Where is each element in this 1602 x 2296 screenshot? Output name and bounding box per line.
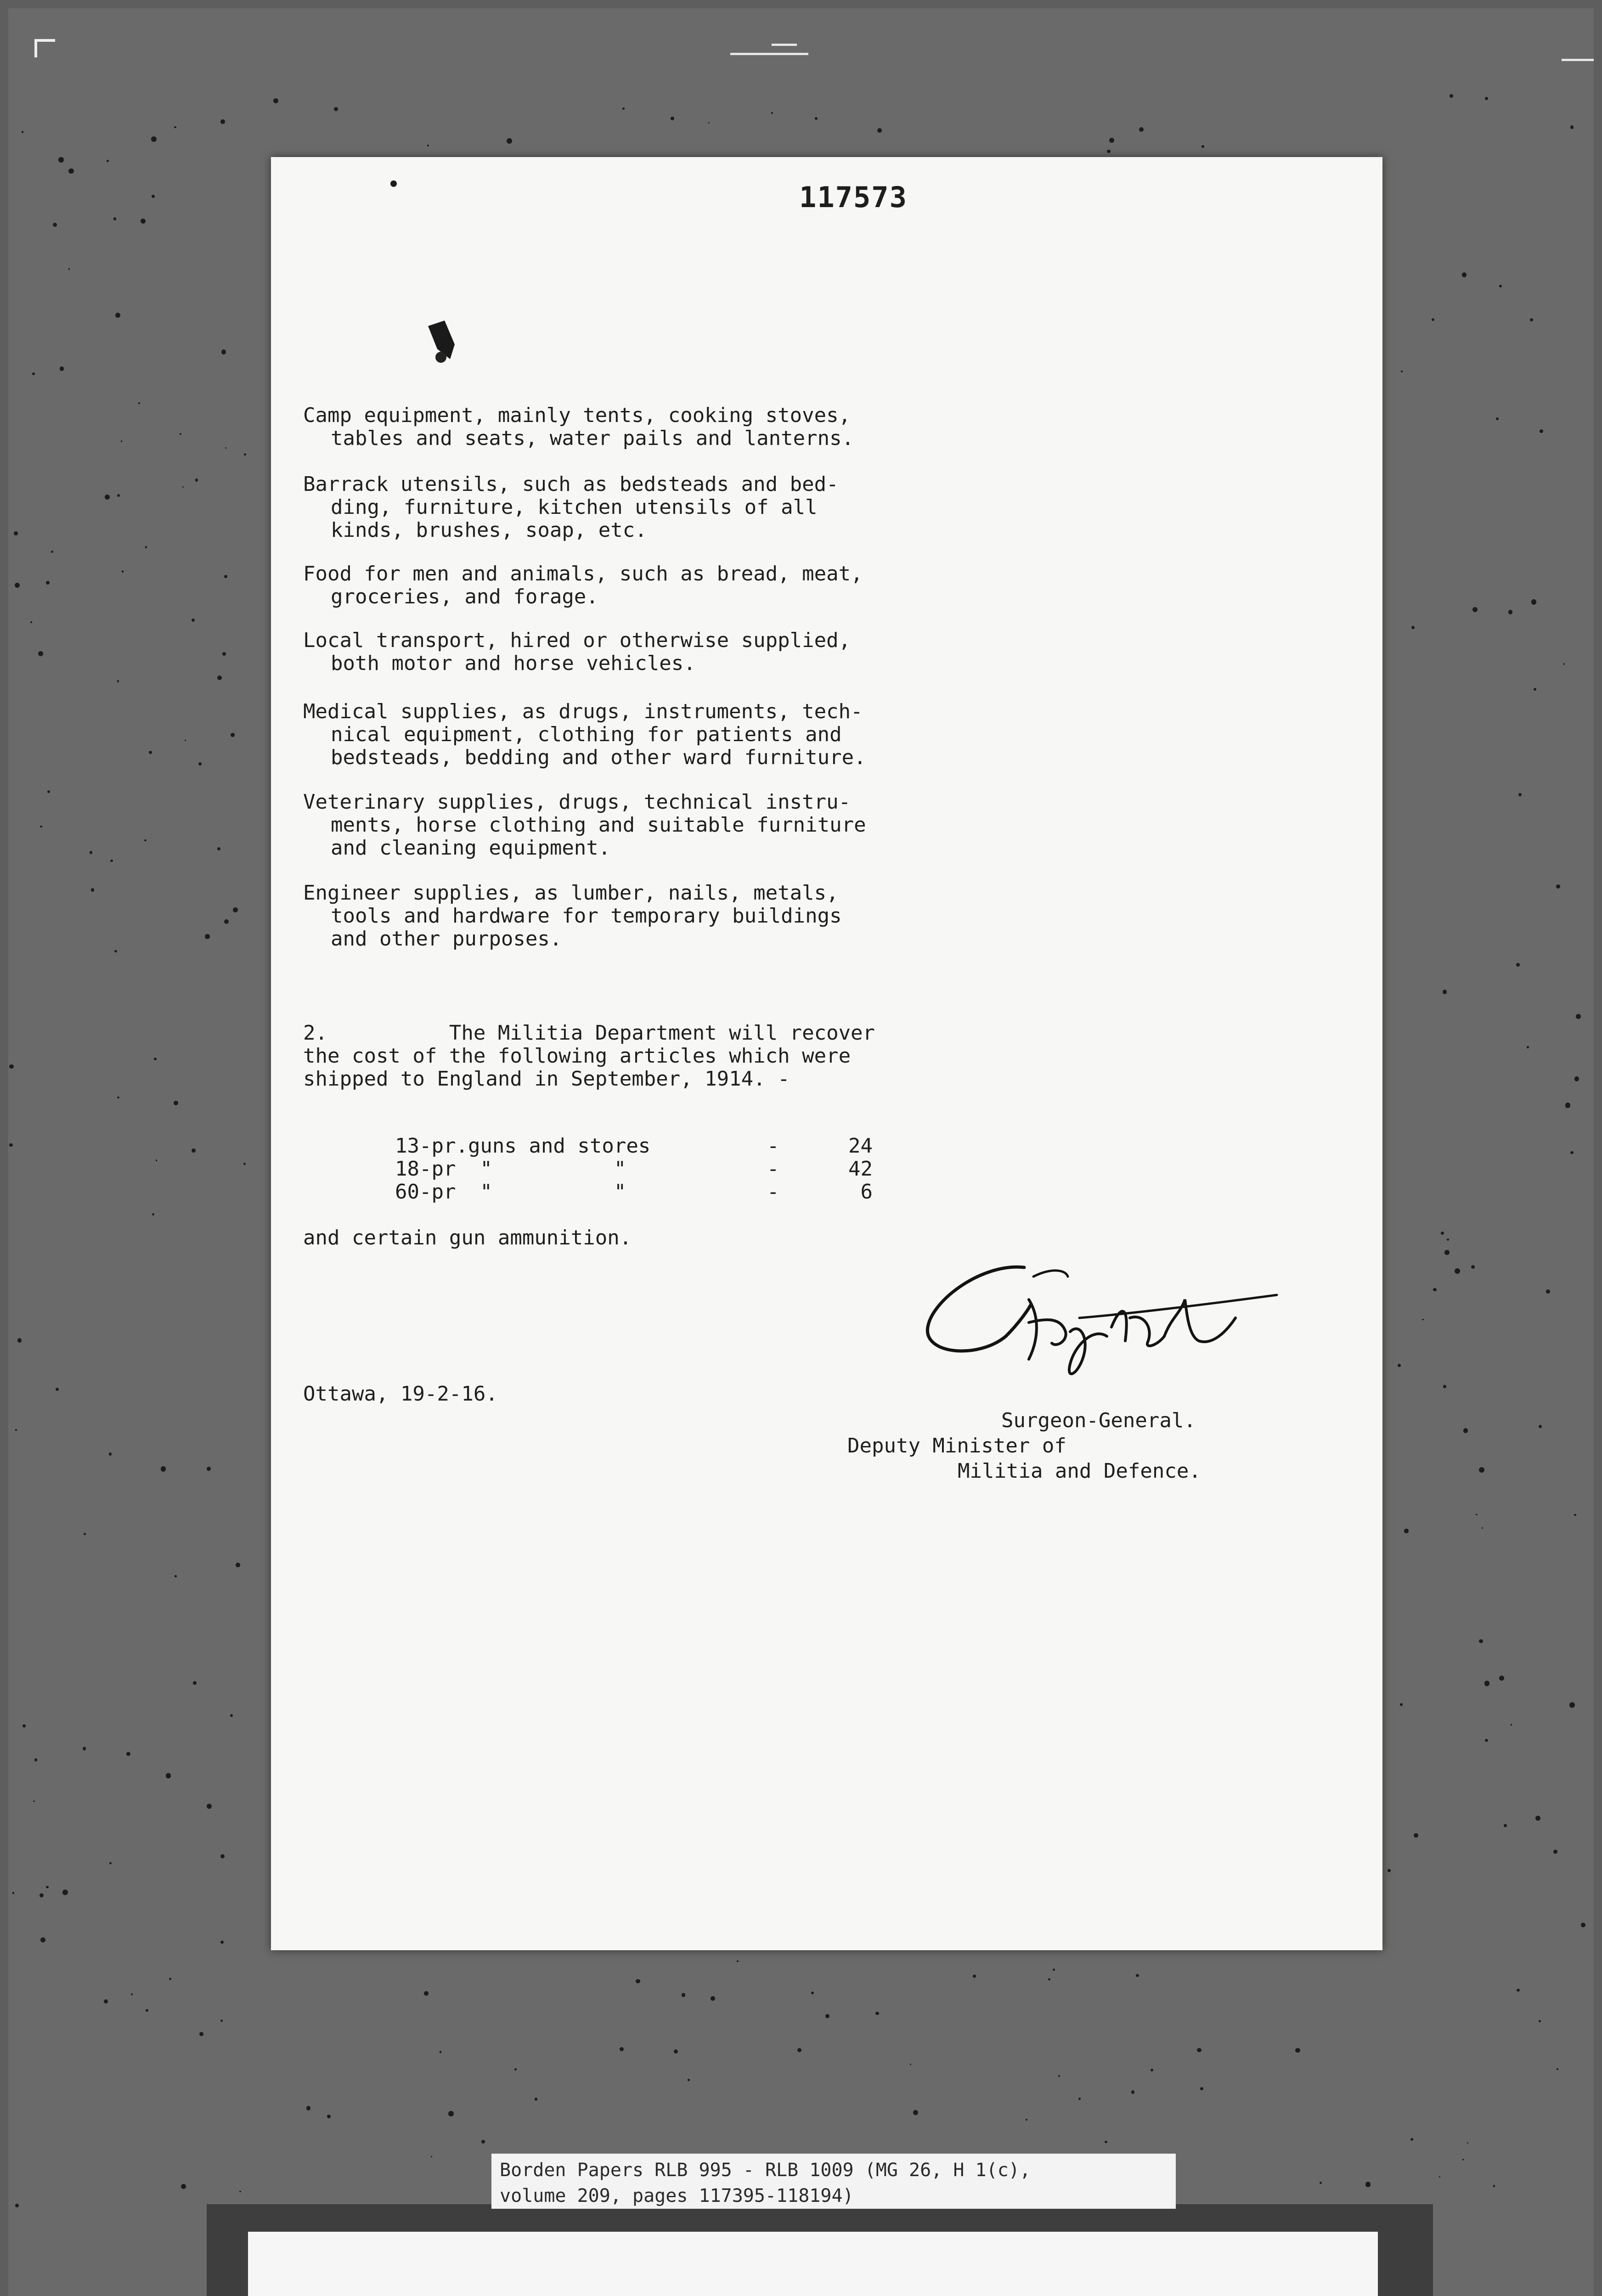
- speckle: [1493, 2185, 1495, 2187]
- speckle: [688, 2079, 690, 2081]
- speckle: [1295, 2048, 1300, 2053]
- speckle: [62, 1890, 68, 1895]
- paragraph-line: groceries, and forage.: [331, 585, 598, 608]
- speckle: [1570, 125, 1574, 129]
- speckle: [1388, 1869, 1390, 1872]
- speckle: [9, 1143, 12, 1147]
- speckle: [815, 117, 818, 120]
- speckle: [1414, 1833, 1418, 1838]
- signatory-title-line-2: Militia and Defence.: [958, 1459, 1201, 1483]
- speckle: [711, 1996, 715, 2000]
- speckle: [327, 2115, 331, 2118]
- speckle: [192, 619, 195, 622]
- edge-dash: [1562, 59, 1594, 61]
- speckle: [131, 1993, 133, 1995]
- speckle: [1455, 1268, 1460, 1274]
- speckle: [243, 1163, 246, 1165]
- ink-dot: [390, 180, 397, 187]
- speckle: [1462, 2159, 1464, 2161]
- guns-qty: 24: [848, 1134, 873, 1158]
- speckle: [1485, 97, 1488, 100]
- speckle: [151, 136, 157, 142]
- speckle: [38, 651, 43, 656]
- speckle: [273, 98, 278, 103]
- speckle: [708, 122, 710, 124]
- speckle: [22, 131, 24, 133]
- speckle: [1404, 1529, 1408, 1533]
- speckle: [1553, 1850, 1557, 1854]
- speckle: [1131, 2090, 1134, 2093]
- speckle: [1508, 610, 1513, 614]
- speckle: [220, 1854, 225, 1858]
- signatory-title-line-1: Deputy Minister of: [847, 1434, 1066, 1458]
- speckle: [220, 1941, 224, 1944]
- paragraph-line: tables and seats, water pails and lanterns.: [331, 427, 854, 450]
- speckle: [114, 950, 117, 953]
- paragraph-line: Food for men and animals, such as bread, meat,: [303, 562, 863, 585]
- speckle: [40, 826, 42, 827]
- edge-dash: [730, 53, 808, 55]
- paragraph: [303, 700, 1084, 769]
- page-number: 117573: [799, 180, 908, 214]
- speckle: [192, 1148, 196, 1153]
- speckle: [58, 157, 63, 162]
- speckle: [109, 1862, 112, 1864]
- speckle: [1202, 145, 1204, 148]
- speckle: [431, 2156, 432, 2157]
- speckle: [109, 1452, 112, 1455]
- paragraph-line: and cleaning equipment.: [331, 836, 611, 860]
- speckle: [220, 2020, 223, 2022]
- speckle: [1443, 1385, 1446, 1388]
- paragraph-line: shipped to England in September, 1914. -: [303, 1067, 790, 1091]
- paragraph-line: both motor and horse vehicles.: [331, 652, 696, 675]
- speckle: [1441, 1232, 1444, 1235]
- speckle: [1320, 2182, 1322, 2184]
- speckle: [875, 2012, 879, 2015]
- paragraph-line: kinds, brushes, soap, etc.: [331, 518, 647, 542]
- speckle: [1078, 2098, 1081, 2100]
- speckle: [193, 1681, 196, 1684]
- speckle: [40, 1937, 45, 1942]
- speckle: [231, 733, 235, 737]
- speckle: [682, 1993, 685, 1997]
- guns-qty: 42: [848, 1157, 873, 1181]
- speckle: [1422, 1319, 1424, 1321]
- speckle: [622, 107, 625, 110]
- place-date: Ottawa, 19-2-16.: [303, 1382, 498, 1406]
- speckle: [181, 2184, 186, 2189]
- speckle: [1053, 1969, 1055, 1971]
- speckle: [33, 1801, 34, 1802]
- speckle: [117, 494, 120, 497]
- speckle: [1546, 1289, 1550, 1294]
- speckle: [1574, 1514, 1576, 1516]
- speckle: [105, 495, 110, 500]
- speckle: [636, 1979, 640, 1984]
- speckle: [104, 1999, 108, 2003]
- speckle: [195, 478, 198, 482]
- reference-label-line-1: Borden Papers RLB 995 - RLB 1009 (MG 26, H 1(c),: [500, 2160, 1031, 2181]
- paragraph: [303, 791, 1084, 860]
- guns-dash: -: [767, 1157, 779, 1181]
- speckle: [306, 2106, 310, 2110]
- speckle: [91, 888, 94, 891]
- speckle: [1534, 688, 1536, 691]
- speckle: [199, 2032, 203, 2036]
- speckle: [535, 2098, 537, 2100]
- paragraph-line: Local transport, hired or otherwise supplied,: [303, 629, 851, 652]
- speckle: [334, 107, 338, 111]
- speckle: [1444, 1250, 1450, 1255]
- speckle: [220, 119, 225, 124]
- speckle: [1439, 2176, 1440, 2178]
- speckle: [1496, 417, 1499, 420]
- speckle: [224, 919, 229, 924]
- speckle: [14, 531, 18, 535]
- paragraph: [303, 882, 1084, 951]
- speckle: [1516, 963, 1520, 967]
- paragraph-line: 2. The Militia Department will recover: [303, 1021, 875, 1045]
- speckle: [141, 219, 146, 224]
- speckle: [877, 128, 882, 133]
- speckle: [913, 2110, 918, 2115]
- speckle: [424, 1991, 428, 1995]
- corner-mark-horizontal: [34, 39, 55, 42]
- speckle: [152, 195, 155, 198]
- speckle: [12, 1892, 15, 1894]
- paragraph-line: nical equipment, clothing for patients and: [331, 723, 842, 746]
- speckle: [180, 433, 181, 435]
- speckle: [1565, 1103, 1571, 1108]
- speckle: [222, 652, 226, 656]
- speckle: [207, 1467, 211, 1471]
- speckle: [239, 2191, 241, 2193]
- speckle: [1581, 1923, 1585, 1927]
- speckle: [811, 1992, 814, 1994]
- paragraph: [303, 629, 1084, 675]
- speckle: [217, 675, 222, 680]
- handwritten-signature: [914, 1249, 1281, 1396]
- speckle: [1518, 793, 1522, 796]
- speckle: [1563, 663, 1565, 665]
- speckle: [1048, 1978, 1050, 1981]
- paragraph: [303, 563, 1084, 608]
- paragraph-line: and other purposes.: [331, 927, 562, 951]
- speckle: [1476, 1514, 1478, 1516]
- paragraph-line: Camp equipment, mainly tents, cooking stoves,: [303, 404, 851, 427]
- reference-label: [491, 2154, 1176, 2209]
- speckle: [60, 366, 64, 371]
- guns-qty: 6: [860, 1180, 873, 1204]
- speckle: [225, 447, 226, 449]
- speckle: [1531, 599, 1536, 604]
- speckle: [84, 1533, 86, 1535]
- speckle: [1443, 990, 1447, 994]
- guns-dash: -: [767, 1134, 779, 1158]
- speckle: [175, 1575, 177, 1577]
- speckle: [107, 160, 109, 162]
- speckle: [1026, 2119, 1027, 2121]
- paragraph-line: Veterinary supplies, drugs, technical instru-: [303, 790, 851, 814]
- guns-table-row: [395, 1180, 900, 1203]
- paragraph-line: bedsteads, bedding and other ward furniture.: [331, 746, 866, 769]
- paragraph-line: Engineer supplies, as lumber, nails, metals,: [303, 881, 839, 905]
- speckle: [149, 751, 152, 754]
- speckle: [146, 2009, 148, 2012]
- speckle: [68, 268, 70, 270]
- edge-dash: [772, 44, 797, 46]
- paragraph-line: Medical supplies, as drugs, instruments, tech-: [303, 700, 863, 723]
- speckle: [39, 1893, 44, 1897]
- speckle: [236, 1563, 240, 1567]
- speckle: [1462, 272, 1467, 277]
- speckle: [9, 1064, 14, 1069]
- speckle: [1433, 1288, 1437, 1292]
- speckle: [1570, 1151, 1573, 1154]
- speckle: [174, 1101, 178, 1105]
- guns-dash: -: [767, 1180, 779, 1204]
- archives-stamp: [248, 2232, 1378, 2296]
- speckle: [1450, 94, 1453, 98]
- speckle: [481, 2140, 485, 2144]
- guns-item: 13-pr.guns and stores: [395, 1134, 651, 1158]
- speckle: [448, 2111, 454, 2116]
- speckle: [1472, 607, 1478, 612]
- speckle: [507, 138, 512, 144]
- guns-item: 18-pr " ": [395, 1157, 626, 1181]
- reference-label-line-2: volume 209, pages 117395-118194): [500, 2185, 854, 2206]
- speckle: [34, 1758, 38, 1761]
- speckle: [117, 1097, 119, 1098]
- ink-smudge: [423, 317, 464, 367]
- speckle: [221, 349, 226, 355]
- paragraph-line: ments, horse clothing and suitable furniture: [331, 813, 866, 837]
- speckle: [46, 1886, 49, 1889]
- speckle: [1557, 2068, 1558, 2070]
- speckle: [973, 1975, 976, 1978]
- speckle: [1569, 1702, 1574, 1707]
- speckle: [1479, 1467, 1484, 1473]
- paragraph: [303, 404, 1084, 450]
- paragraph-line: the cost of the following articles which were: [303, 1044, 851, 1068]
- speckle: [122, 570, 124, 572]
- speckle: [1136, 1974, 1139, 1977]
- corner-mark-vertical: [34, 39, 37, 57]
- paragraph: [303, 473, 1084, 542]
- speckle: [737, 1960, 739, 1962]
- paragraph: [303, 1022, 1084, 1091]
- speckle: [156, 1159, 157, 1161]
- speckle: [15, 1429, 17, 1431]
- signatory-rank: Surgeon-General.: [1001, 1409, 1196, 1432]
- paragraph-line: Barrack utensils, such as bedsteads and bed-: [303, 473, 839, 496]
- speckle: [205, 934, 209, 939]
- speckle: [117, 680, 119, 682]
- speckle: [83, 1747, 86, 1750]
- paragraph-line: tools and hardware for temporary buildings: [331, 904, 842, 928]
- speckle: [1527, 1046, 1529, 1048]
- speckle: [1197, 2048, 1201, 2052]
- guns-table-row: [395, 1157, 900, 1180]
- speckle: [166, 1773, 171, 1778]
- speckle: [144, 839, 146, 841]
- paragraph-line: ding, furniture, kitchen utensils of all: [331, 495, 818, 519]
- guns-table-row: [395, 1134, 900, 1157]
- speckle: [514, 2068, 517, 2071]
- speckle: [1511, 1724, 1512, 1726]
- speckle: [23, 1724, 26, 1728]
- speckle: [1467, 2142, 1468, 2144]
- guns-item: 60-pr " ": [395, 1180, 626, 1204]
- speckle: [1463, 1428, 1468, 1433]
- speckle: [1107, 150, 1110, 153]
- speckle: [110, 860, 113, 862]
- speckle: [1398, 1364, 1401, 1367]
- ammunition-line: and certain gun ammunition.: [303, 1226, 632, 1249]
- speckle: [1504, 1824, 1507, 1827]
- speckle: [233, 907, 238, 912]
- speckle: [1400, 1703, 1402, 1705]
- speckle: [1365, 2182, 1371, 2187]
